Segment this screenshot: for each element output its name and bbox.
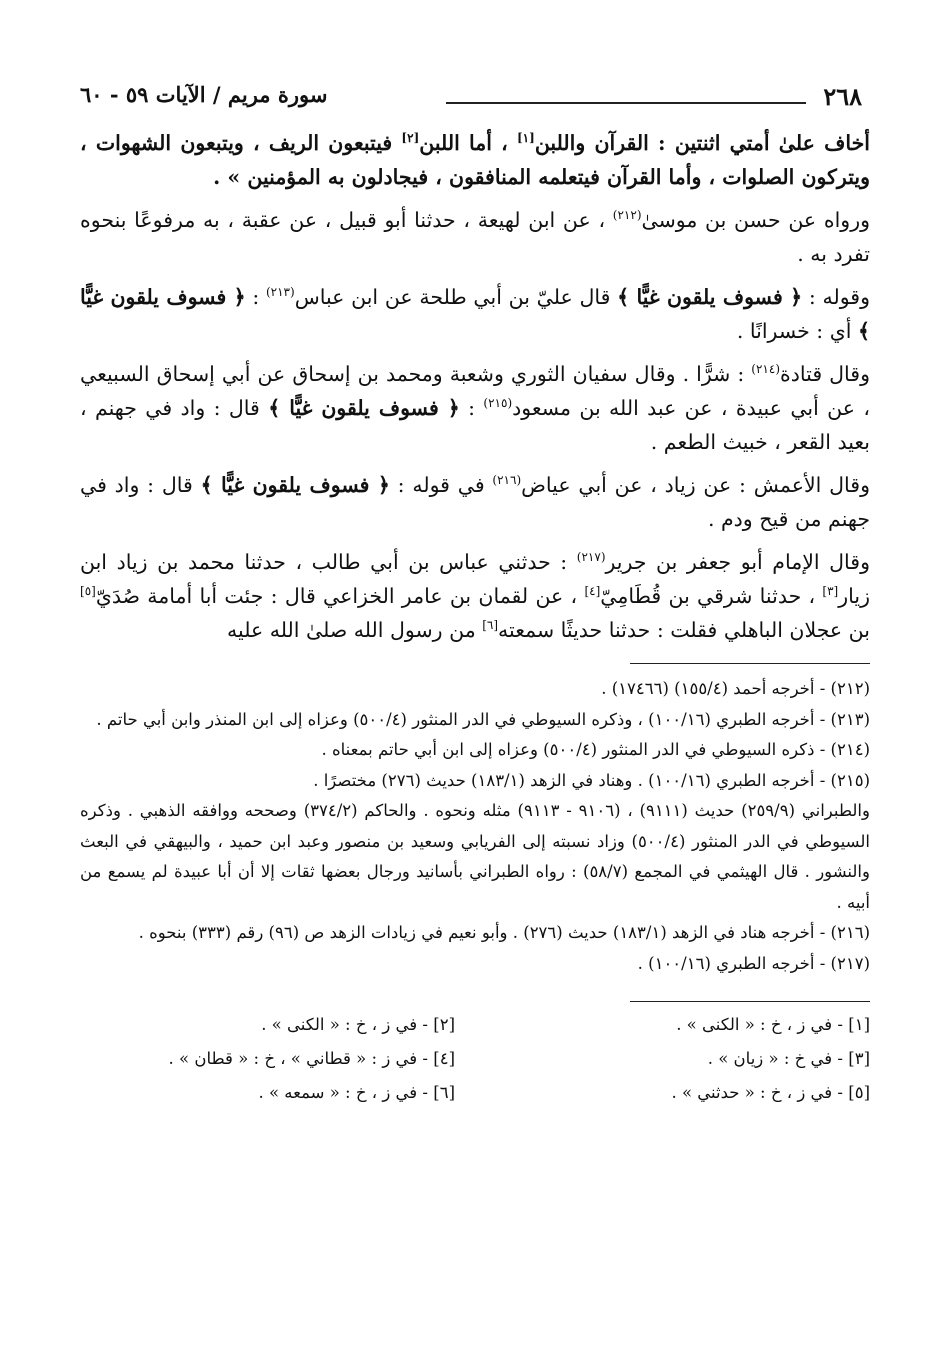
paragraph-amash	[80, 468, 870, 536]
text-run: أي : خسرانًا .	[736, 319, 858, 343]
text-run: وقال الإمام أبو جعفر بن جرير	[605, 550, 870, 574]
page-header	[80, 78, 870, 118]
variant-ref: [٣]	[822, 584, 839, 599]
variant-2: [٢] - في ز ، خ : « الكنى » .	[261, 1015, 455, 1034]
text-run: أخاف علىٰ أمتي اثنتين : القرآن واللبن	[534, 131, 870, 155]
text-run: ، أما اللبن	[419, 131, 517, 155]
text-run: ، عن ابن لهيعة ، حدثنا أبو قبيل ، عن عقبة ، به مرفوعًا بنحوه تفرد به .	[80, 208, 870, 266]
variant-1: [١] - في ز ، خ : « الكنى » .	[676, 1015, 870, 1034]
footnote-separator	[630, 663, 870, 664]
footnote-ref: (٢١٣)	[265, 285, 295, 300]
page-number: ٢٦٨	[823, 82, 862, 111]
footnote-ref: (٢١٧)	[576, 550, 606, 565]
text-run: من رسول الله صلىٰ الله عليه	[227, 618, 483, 642]
text-run: : حدثني عباس بن أبي طالب ، حدثنا محمد بن زياد ابن زيار	[80, 550, 870, 608]
quran-quote: ﴿ فسوف يلقون غيًّا ﴾	[80, 285, 870, 343]
text-run: قال عليّ بن أبي طلحة عن ابن عباس	[294, 285, 618, 309]
page	[80, 78, 870, 1108]
footnote-ref: (٢١٤)	[751, 362, 781, 377]
variant-ref: [٤]	[584, 584, 601, 599]
footnote-215: (٢١٥) - أخرجه الطبري (١٠٠/١٦) . وهناد في الزهد (١٨٣/١) حديث (٢٧٦) مختصرًا .	[313, 770, 870, 790]
footnote-212: (٢١٢) - أخرجه أحمد (١٥٥/٤) (١٧٤٦٦) .	[601, 679, 870, 698]
variant-ref: [٥]	[80, 584, 96, 599]
text-run: في قوله :	[389, 473, 493, 497]
variant-ref: [٦]	[482, 618, 499, 633]
footnote-ref: (٢١٢)	[612, 208, 642, 223]
text-run: فيتبعون الريف ، ويتبعون الشهوات ، ويتركون الصلوات ، وأما القرآن فيتعلمه المنافقون ، فيجادلون به المؤمنين » .	[80, 131, 870, 189]
footnotes	[80, 674, 870, 979]
footnote-216: (٢١٦) - أخرجه هناد في الزهد (١٨٣/١) حديث (٢٧٦) . وأبو نعيم في زيادات الزهد ص (٩٦) رقم (٣٣٣) بنحوه .	[138, 923, 870, 942]
footnote-214: (٢١٤) - ذكره السيوطي في الدر المنثور (٥٠٠/٤) وعزاه إلى ابن أبي حاتم بمعناه .	[321, 740, 870, 759]
text-run: :	[459, 396, 484, 420]
main-text	[80, 126, 870, 647]
running-title: سورة مريم / الآيات ٥٩ - ٦٠	[80, 82, 328, 107]
text-run: ورواه عن حسن بن موسىٰ	[641, 208, 870, 232]
paragraph-ibn-jarir	[80, 545, 870, 647]
variant-ref: [١]	[516, 131, 535, 146]
footnote-ref: (٢١٦)	[492, 473, 522, 488]
variants-separator	[630, 1001, 870, 1002]
text-run: : شرًّا . وقال سفيان الثوري وشعبة ومحمد بن إسحاق عن أبي إسحاق السبيعي ، عن أبي عبيدة ، عن عبد الله بن مسعود	[80, 362, 871, 420]
text-run: بن عجلان الباهلي فقلت : حدثنا حديثًا سمعته	[498, 618, 870, 642]
paragraph-narration	[80, 203, 870, 271]
variant-6: [٦] - في ز ، خ : « سمعه » .	[258, 1083, 455, 1102]
quran-quote: ﴿ فسوف يلقون غيًّا ﴾	[268, 396, 460, 420]
text-run: وقال الأعمش : عن زياد ، عن أبي عياض	[521, 473, 870, 497]
text-run: قال : واد في جهنم من قيح ودم .	[80, 473, 870, 531]
text-run: ، حدثنا شرقي بن قُطَامِيّ	[600, 584, 823, 608]
paragraph-qatada	[80, 357, 870, 459]
paragraph-hadith-end	[80, 126, 870, 194]
header-rule	[446, 102, 806, 104]
footnote-215-continuation: والطبراني (٢٥٩/٩) حديث (٩١١١) ، (٩١٠٦ - ٩١١٣) مثله ونحوه . والحاكم (٣٧٤/٢) وصححه ووافقه الذهبي . وذكره السيوطي في الدر المنثور (٥٠٠/٤) وزاد نسبته إلى الفريابي وسعيد بن منصور وعبد ابن حميد ، والبيهقي في البعث والنشور . قال الهيثمي في المجمع (٥٨/٧) : رواه الطبراني بأسانيد ورجال بعضها ثقات إلا أن أبا عبيدة لم يسمع من أبيه .	[80, 801, 870, 912]
text-run: ، عن لقمان بن عامر الخزاعي قال : جئت أبا أمامة صُدَيّ	[95, 584, 585, 608]
text-run: قال : واد في جهنم ، بعيد القعر ، خبيث الطعم .	[80, 396, 870, 454]
quran-quote: ﴿ فسوف يلقون غيًّا ﴾	[200, 473, 390, 497]
quran-quote: ﴿ فسوف يلقون غيًّا ﴾	[617, 285, 803, 309]
variant-3: [٣] - في خ : « زيان » .	[707, 1049, 870, 1068]
variant-5: [٥] - في ز ، خ : « حدثني » .	[671, 1083, 870, 1102]
variant-ref: [٢]	[401, 131, 420, 146]
footnote-213: (٢١٣) - أخرجه الطبري (١٠٠/١٦) ، وذكره السيوطي في الدر المنثور (٥٠٠/٤) وعزاه إلى ابن المنذر وابن أبي حاتم .	[96, 709, 870, 729]
paragraph-ibn-abbas	[80, 280, 870, 348]
variant-4: [٤] - في ز : « قطاني » ، خ : « قطان » .	[168, 1049, 455, 1068]
text-run: وقال قتادة	[780, 362, 870, 386]
footnote-217: (٢١٧) - أخرجه الطبري (١٠٠/١٦) .	[637, 953, 870, 973]
manuscript-variants	[80, 1010, 870, 1108]
text-run: :	[245, 285, 266, 309]
footnote-ref: (٢١٥)	[483, 396, 513, 411]
text-run: وقوله :	[802, 285, 870, 309]
